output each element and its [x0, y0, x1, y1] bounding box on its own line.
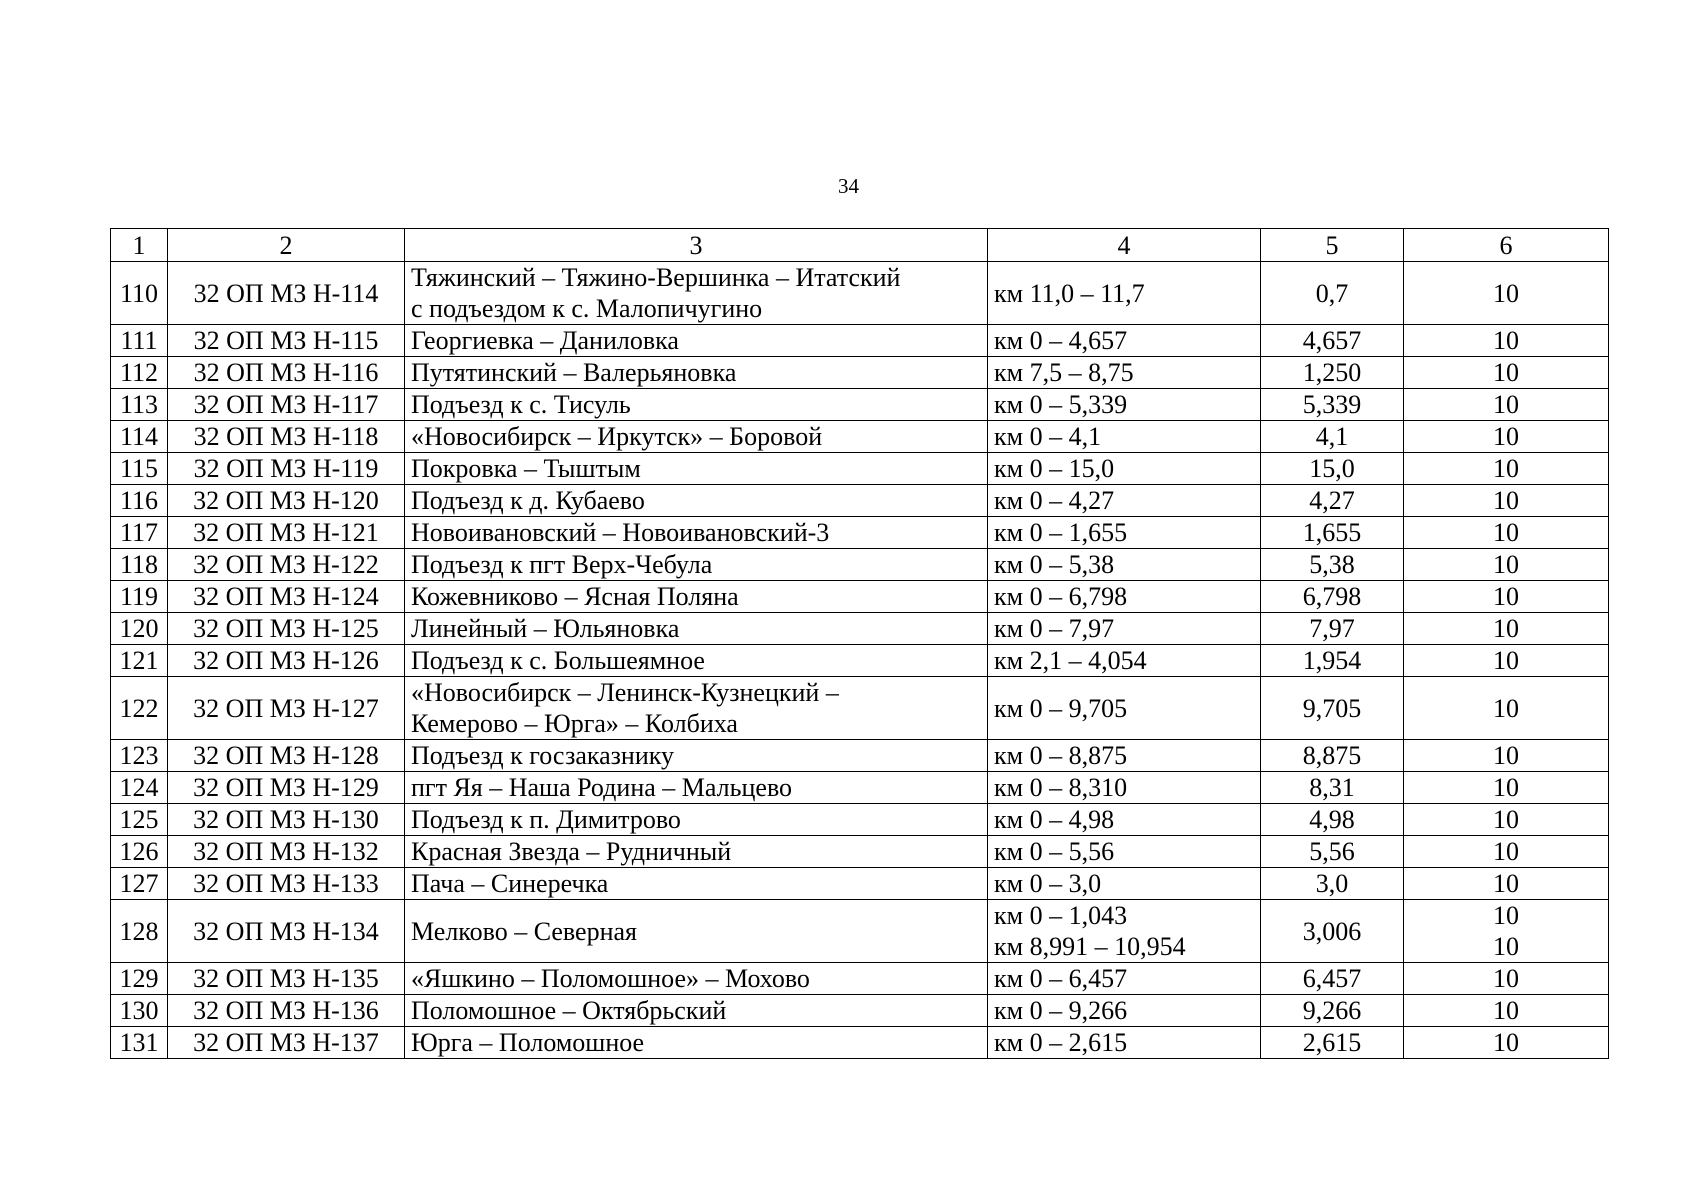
road-code: 32 ОП МЗ Н-119 — [168, 453, 405, 485]
road-code: 32 ОП МЗ Н-129 — [168, 772, 405, 804]
row-number: 131 — [111, 1027, 168, 1059]
road-category — [1404, 453, 1609, 485]
km-range — [988, 645, 1261, 677]
km-range-line: км 7,5 – 8,75 — [994, 358, 1134, 387]
road-code: 32 ОП МЗ Н-125 — [168, 613, 405, 645]
road-length: 2,615 — [1261, 1027, 1404, 1059]
row-number: 128 — [111, 900, 168, 963]
road-category — [1404, 262, 1609, 325]
road-category — [1404, 581, 1609, 613]
road-code: 32 ОП МЗ Н-130 — [168, 804, 405, 836]
road-name-line: Подъезд к пгт Верх-Чебула — [411, 550, 713, 579]
table-row — [111, 995, 1609, 1027]
km-range — [988, 836, 1261, 868]
km-range — [988, 963, 1261, 995]
table-row — [111, 677, 1609, 740]
table-row — [111, 357, 1609, 389]
header-col-4: 4 — [988, 229, 1261, 262]
road-name-line: Путятинский – Валерьяновка — [411, 358, 737, 387]
km-range — [988, 453, 1261, 485]
table-row — [111, 963, 1609, 995]
road-category-line: 10 — [1493, 614, 1519, 643]
road-category — [1404, 549, 1609, 581]
road-category — [1404, 836, 1609, 868]
km-range-line: км 0 – 8,310 — [994, 773, 1128, 802]
road-code: 32 ОП МЗ Н-127 — [168, 677, 405, 740]
road-category — [1404, 868, 1609, 900]
road-length: 4,98 — [1261, 804, 1404, 836]
road-category-line: 10 — [1493, 741, 1519, 770]
road-name-line: «Новосибирск – Иркутск» – Боровой — [411, 422, 823, 451]
road-code: 32 ОП МЗ Н-122 — [168, 549, 405, 581]
row-number: 117 — [111, 517, 168, 549]
row-number: 113 — [111, 389, 168, 421]
road-name — [405, 995, 988, 1027]
road-length: 9,266 — [1261, 995, 1404, 1027]
km-range — [988, 772, 1261, 804]
road-name — [405, 581, 988, 613]
km-range-line: км 0 – 6,798 — [994, 582, 1128, 611]
table-row — [111, 262, 1609, 325]
road-name — [405, 389, 988, 421]
road-length: 3,006 — [1261, 900, 1404, 963]
table-row — [111, 453, 1609, 485]
road-name-line: Подъезд к п. Димитрово — [411, 805, 681, 834]
road-code: 32 ОП МЗ Н-133 — [168, 868, 405, 900]
row-number: 115 — [111, 453, 168, 485]
km-range — [988, 549, 1261, 581]
road-category-line: 10 — [1493, 326, 1519, 355]
table-row — [111, 772, 1609, 804]
page-number: 34 — [838, 174, 859, 198]
road-category — [1404, 995, 1609, 1027]
row-number: 129 — [111, 963, 168, 995]
km-range-line: км 0 – 4,657 — [994, 326, 1128, 355]
road-code: 32 ОП МЗ Н-135 — [168, 963, 405, 995]
road-category — [1404, 677, 1609, 740]
road-name — [405, 1027, 988, 1059]
km-range-line: км 8,991 – 10,954 — [994, 932, 1186, 961]
road-length: 5,38 — [1261, 549, 1404, 581]
row-number: 123 — [111, 740, 168, 772]
road-category-line: 10 — [1493, 996, 1519, 1025]
table-row — [111, 900, 1609, 963]
km-range-line: км 0 – 5,38 — [994, 550, 1115, 579]
road-name — [405, 421, 988, 453]
km-range-line: км 0 – 8,875 — [994, 741, 1128, 770]
road-code: 32 ОП МЗ Н-124 — [168, 581, 405, 613]
road-name — [405, 549, 988, 581]
road-category-line: 10 — [1493, 422, 1519, 451]
km-range — [988, 995, 1261, 1027]
road-length: 5,339 — [1261, 389, 1404, 421]
road-name-line: Георгиевка – Даниловка — [411, 326, 679, 355]
road-category — [1404, 357, 1609, 389]
roads-table — [110, 228, 1609, 1059]
road-name-line: «Яшкино – Поломошное» – Мохово — [411, 964, 810, 993]
road-category-line: 10 — [1493, 454, 1519, 483]
road-code: 32 ОП МЗ Н-118 — [168, 421, 405, 453]
road-name — [405, 485, 988, 517]
road-name — [405, 804, 988, 836]
row-number: 119 — [111, 581, 168, 613]
header-col-6: 6 — [1404, 229, 1609, 262]
road-name-line: Кемерово – Юрга» – Колбиха — [411, 709, 738, 738]
table-row — [111, 581, 1609, 613]
road-code: 32 ОП МЗ Н-117 — [168, 389, 405, 421]
table-row — [111, 549, 1609, 581]
km-range-line: км 0 – 7,97 — [994, 614, 1115, 643]
road-category-line: 10 — [1493, 582, 1519, 611]
row-number: 116 — [111, 485, 168, 517]
road-category — [1404, 389, 1609, 421]
header-col-1: 1 — [111, 229, 168, 262]
road-length: 7,97 — [1261, 613, 1404, 645]
road-name — [405, 325, 988, 357]
row-number: 124 — [111, 772, 168, 804]
road-category-line: 10 — [1493, 278, 1519, 308]
road-category — [1404, 963, 1609, 995]
table-row — [111, 1027, 1609, 1059]
km-range — [988, 357, 1261, 389]
road-name-line: «Новосибирск – Ленинск-Кузнецкий – — [411, 678, 839, 707]
road-name — [405, 645, 988, 677]
road-category-line: 10 — [1493, 837, 1519, 866]
road-name — [405, 677, 988, 740]
table-row — [111, 836, 1609, 868]
road-length: 3,0 — [1261, 868, 1404, 900]
km-range — [988, 677, 1261, 740]
km-range-line: км 0 – 9,705 — [994, 693, 1128, 723]
road-name — [405, 868, 988, 900]
table-row — [111, 389, 1609, 421]
table-row — [111, 868, 1609, 900]
row-number: 125 — [111, 804, 168, 836]
road-category-line: 10 — [1493, 932, 1519, 961]
road-length: 4,27 — [1261, 485, 1404, 517]
road-name-line: Тяжинский – Тяжино-Вершинка – Итатский — [411, 263, 901, 292]
road-category — [1404, 613, 1609, 645]
row-number: 130 — [111, 995, 168, 1027]
road-category — [1404, 900, 1609, 963]
row-number: 111 — [111, 325, 168, 357]
table-row — [111, 804, 1609, 836]
table-header-row — [111, 229, 1609, 262]
road-length: 4,1 — [1261, 421, 1404, 453]
road-name-line: Новоивановский – Новоивановский-3 — [411, 518, 830, 547]
road-name-line: Линейный – Юльяновка — [411, 614, 680, 643]
road-code: 32 ОП МЗ Н-134 — [168, 900, 405, 963]
table-body — [111, 262, 1609, 1059]
row-number: 127 — [111, 868, 168, 900]
km-range — [988, 804, 1261, 836]
road-category-line: 10 — [1493, 964, 1519, 993]
road-name — [405, 262, 988, 325]
road-name — [405, 963, 988, 995]
road-length: 4,657 — [1261, 325, 1404, 357]
road-length: 1,655 — [1261, 517, 1404, 549]
table-row — [111, 421, 1609, 453]
km-range — [988, 613, 1261, 645]
road-name-line: Кожевниково – Ясная Поляна — [411, 582, 739, 611]
road-name-line: Юрга – Поломошное — [411, 1028, 645, 1057]
road-category-line: 10 — [1493, 390, 1519, 419]
table-row — [111, 613, 1609, 645]
km-range — [988, 389, 1261, 421]
road-name — [405, 740, 988, 772]
road-category-line: 10 — [1493, 805, 1519, 834]
road-length: 1,954 — [1261, 645, 1404, 677]
table-row — [111, 517, 1609, 549]
km-range-line: км 0 – 3,0 — [994, 869, 1102, 898]
km-range-line: км 0 – 5,56 — [994, 837, 1115, 866]
km-range-line: км 0 – 1,043 — [994, 901, 1128, 930]
km-range-line: км 0 – 4,1 — [994, 422, 1102, 451]
table-row — [111, 645, 1609, 677]
road-name-line: Пача – Синеречка — [411, 869, 609, 898]
road-name-line: Красная Звезда – Рудничный — [411, 837, 732, 866]
road-code: 32 ОП МЗ Н-115 — [168, 325, 405, 357]
road-name-line: Подъезд к госзаказнику — [411, 741, 675, 770]
road-code: 32 ОП МЗ Н-114 — [168, 262, 405, 325]
road-name-line: Мелково – Северная — [411, 916, 637, 946]
road-name — [405, 772, 988, 804]
km-range — [988, 517, 1261, 549]
road-length: 6,798 — [1261, 581, 1404, 613]
road-name — [405, 453, 988, 485]
table-row — [111, 740, 1609, 772]
km-range — [988, 581, 1261, 613]
road-category-line: 10 — [1493, 550, 1519, 579]
km-range-line: км 0 – 15,0 — [994, 454, 1115, 483]
road-length: 9,705 — [1261, 677, 1404, 740]
road-category-line: 10 — [1493, 1028, 1519, 1057]
header-col-2: 2 — [168, 229, 405, 262]
road-name-line: Подъезд к д. Кубаево — [411, 486, 645, 515]
km-range-line: км 2,1 – 4,054 — [994, 646, 1147, 675]
row-number: 114 — [111, 421, 168, 453]
road-category — [1404, 1027, 1609, 1059]
road-category-line: 10 — [1493, 901, 1519, 930]
road-code: 32 ОП МЗ Н-126 — [168, 645, 405, 677]
road-length: 0,7 — [1261, 262, 1404, 325]
road-code: 32 ОП МЗ Н-120 — [168, 485, 405, 517]
table-row — [111, 325, 1609, 357]
row-number: 122 — [111, 677, 168, 740]
row-number: 126 — [111, 836, 168, 868]
road-length: 5,56 — [1261, 836, 1404, 868]
road-category-line: 10 — [1493, 773, 1519, 802]
road-name-line: Покровка – Тыштым — [411, 454, 641, 483]
road-category — [1404, 517, 1609, 549]
road-name — [405, 357, 988, 389]
road-name-line: с подъездом к с. Малопичугино — [411, 294, 763, 323]
km-range-line: км 0 – 2,615 — [994, 1028, 1128, 1057]
km-range-line: км 0 – 6,457 — [994, 964, 1128, 993]
km-range-line: км 0 – 9,266 — [994, 996, 1128, 1025]
road-category — [1404, 325, 1609, 357]
row-number: 112 — [111, 357, 168, 389]
road-length: 8,31 — [1261, 772, 1404, 804]
road-category-line: 10 — [1493, 486, 1519, 515]
row-number: 110 — [111, 262, 168, 325]
road-category-line: 10 — [1493, 358, 1519, 387]
km-range-line: км 11,0 – 11,7 — [994, 278, 1145, 308]
km-range-line: км 0 – 5,339 — [994, 390, 1128, 419]
row-number: 118 — [111, 549, 168, 581]
road-category-line: 10 — [1493, 869, 1519, 898]
road-category-line: 10 — [1493, 693, 1519, 723]
road-length: 6,457 — [1261, 963, 1404, 995]
road-length: 15,0 — [1261, 453, 1404, 485]
road-code: 32 ОП МЗ Н-121 — [168, 517, 405, 549]
km-range-line: км 0 – 4,27 — [994, 486, 1115, 515]
km-range — [988, 421, 1261, 453]
km-range — [988, 740, 1261, 772]
km-range — [988, 262, 1261, 325]
road-code: 32 ОП МЗ Н-137 — [168, 1027, 405, 1059]
header-col-3: 3 — [405, 229, 988, 262]
road-code: 32 ОП МЗ Н-116 — [168, 357, 405, 389]
road-name-line: пгт Яя – Наша Родина – Мальцево — [411, 773, 793, 802]
road-name — [405, 613, 988, 645]
road-category — [1404, 645, 1609, 677]
road-name — [405, 517, 988, 549]
km-range — [988, 1027, 1261, 1059]
road-name-line: Подъезд к с. Большеямное — [411, 646, 705, 675]
km-range-line: км 0 – 1,655 — [994, 518, 1128, 547]
road-length: 1,250 — [1261, 357, 1404, 389]
road-category — [1404, 485, 1609, 517]
km-range — [988, 485, 1261, 517]
km-range — [988, 900, 1261, 963]
header-col-5: 5 — [1261, 229, 1404, 262]
road-category — [1404, 740, 1609, 772]
road-code: 32 ОП МЗ Н-132 — [168, 836, 405, 868]
row-number: 121 — [111, 645, 168, 677]
road-length: 8,875 — [1261, 740, 1404, 772]
road-category — [1404, 804, 1609, 836]
road-name — [405, 836, 988, 868]
road-code: 32 ОП МЗ Н-136 — [168, 995, 405, 1027]
km-range — [988, 868, 1261, 900]
road-category-line: 10 — [1493, 518, 1519, 547]
road-category — [1404, 421, 1609, 453]
road-name-line: Подъезд к с. Тисуль — [411, 390, 631, 419]
road-category-line: 10 — [1493, 646, 1519, 675]
road-category — [1404, 772, 1609, 804]
road-code: 32 ОП МЗ Н-128 — [168, 740, 405, 772]
km-range — [988, 325, 1261, 357]
row-number: 120 — [111, 613, 168, 645]
table-row — [111, 485, 1609, 517]
road-name — [405, 900, 988, 963]
km-range-line: км 0 – 4,98 — [994, 805, 1115, 834]
road-name-line: Поломошное – Октябрьский — [411, 996, 727, 1025]
